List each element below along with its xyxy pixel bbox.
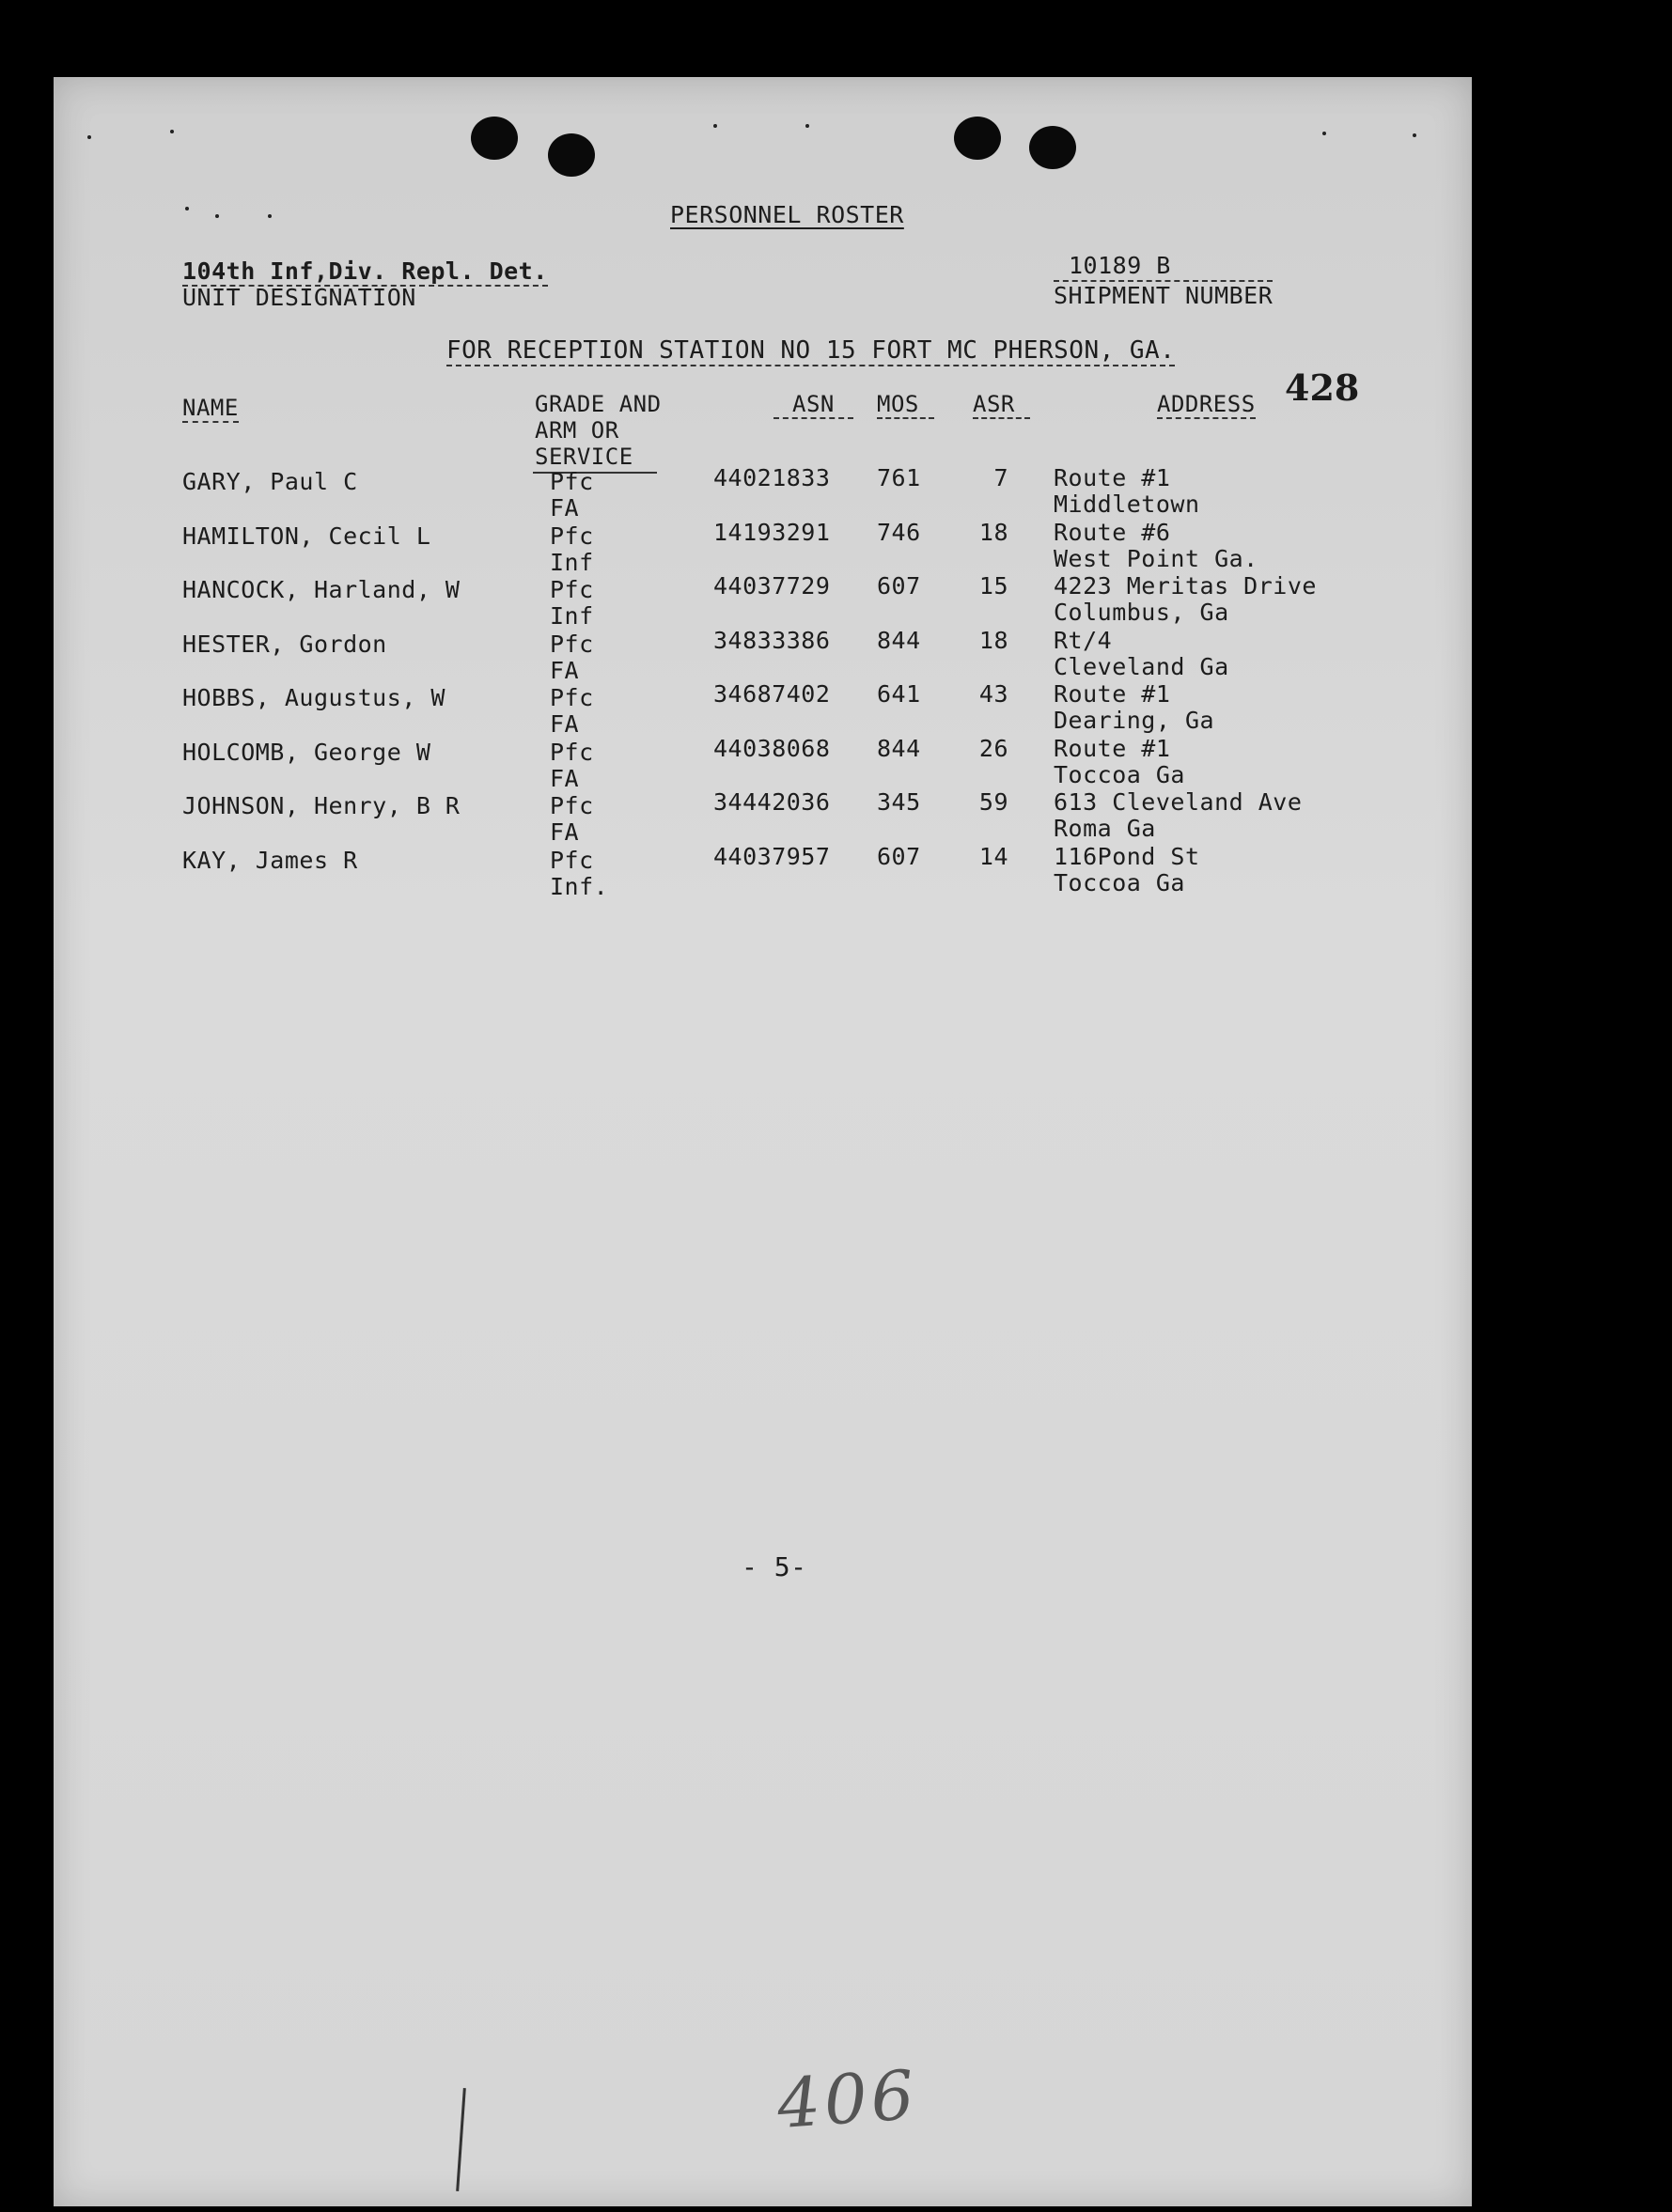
row-address-line2: Cleveland Ga xyxy=(1054,653,1229,680)
row-mos: 607 xyxy=(877,843,921,870)
row-grade: Pfc xyxy=(550,739,594,766)
row-asn: 34442036 xyxy=(713,788,831,816)
paper-speck xyxy=(1322,132,1326,135)
row-grade: Pfc xyxy=(550,576,594,603)
row-name: JOHNSON, Henry, B R xyxy=(182,792,461,819)
row-asn: 44037957 xyxy=(713,843,831,870)
paper-speck xyxy=(1413,133,1416,137)
row-grade: Pfc xyxy=(550,792,594,819)
row-address-line2: Middletown xyxy=(1054,491,1200,518)
row-arm: FA xyxy=(550,818,580,846)
paper-speck xyxy=(215,214,219,218)
row-address-line1: Route #1 xyxy=(1054,680,1171,708)
row-mos: 844 xyxy=(877,735,921,762)
pencil-mark xyxy=(456,2088,466,2191)
row-mos: 761 xyxy=(877,464,921,491)
row-arm: FA xyxy=(550,765,580,792)
row-name: HANCOCK, Harland, W xyxy=(182,576,461,603)
shipment-number-label: SHIPMENT NUMBER xyxy=(1054,282,1274,309)
row-mos: 844 xyxy=(877,627,921,654)
header-mos: MOS xyxy=(877,393,934,419)
row-arm: FA xyxy=(550,657,580,684)
row-name: HOLCOMB, George W xyxy=(182,739,431,766)
row-grade: Pfc xyxy=(550,847,594,874)
row-mos: 607 xyxy=(877,572,921,600)
row-arm: Inf. xyxy=(550,873,609,900)
row-asr: 18 xyxy=(978,627,1008,654)
row-asr: 18 xyxy=(978,519,1008,546)
row-address-line2: Dearing, Ga xyxy=(1054,707,1215,734)
row-asr: 14 xyxy=(978,843,1008,870)
row-asn: 34687402 xyxy=(713,680,831,708)
punch-hole xyxy=(548,133,595,177)
paper-speck xyxy=(268,214,272,218)
header-name: NAME xyxy=(182,395,239,421)
row-address-line2: Toccoa Ga xyxy=(1054,761,1185,788)
unit-designation-label: UNIT DESIGNATION xyxy=(182,284,416,311)
row-name: HESTER, Gordon xyxy=(182,631,387,658)
row-address-line1: 4223 Meritas Drive xyxy=(1054,572,1317,600)
paper-speck xyxy=(170,130,174,133)
row-arm: FA xyxy=(550,710,580,738)
row-asn: 34833386 xyxy=(713,627,831,654)
row-address-line2: Roma Ga xyxy=(1054,815,1156,842)
roster-page xyxy=(54,77,1472,2206)
shipment-number-value: 10189 B xyxy=(1069,252,1171,279)
row-asn: 44038068 xyxy=(713,735,831,762)
row-mos: 345 xyxy=(877,788,921,816)
destination-line: FOR RECEPTION STATION NO 15 FORT MC PHERSON, GA. xyxy=(446,336,1176,365)
row-mos: 746 xyxy=(877,519,921,546)
row-address-line1: Rt/4 xyxy=(1054,627,1113,654)
paper-speck xyxy=(185,207,189,210)
page-stamp: 428 xyxy=(1285,366,1360,409)
page-number: - 5- xyxy=(742,1551,807,1582)
punch-hole xyxy=(954,117,1001,160)
row-grade: Pfc xyxy=(550,468,594,495)
document-title: PERSONNEL ROSTER xyxy=(670,201,904,228)
row-arm: Inf xyxy=(550,602,594,630)
row-asn: 44021833 xyxy=(713,464,831,491)
header-grade-line3: SERVICE xyxy=(535,444,633,470)
header-asr: ASR xyxy=(973,393,1030,419)
paper-speck xyxy=(805,124,809,128)
row-grade: Pfc xyxy=(550,631,594,658)
header-grade-line2: ARM OR xyxy=(535,417,619,444)
header-asn: ASN xyxy=(773,393,853,419)
row-asr: 15 xyxy=(978,572,1008,600)
paper-speck xyxy=(713,124,717,128)
row-address-line1: 613 Cleveland Ave xyxy=(1054,788,1303,816)
header-address: ADDRESS xyxy=(1157,391,1256,417)
row-name: HAMILTON, Cecil L xyxy=(182,522,431,550)
handwritten-number: 406 xyxy=(774,2054,921,2144)
row-address-line2: Columbus, Ga xyxy=(1054,599,1229,626)
row-asn: 44037729 xyxy=(713,572,831,600)
row-name: GARY, Paul C xyxy=(182,468,358,495)
row-address-line2: West Point Ga. xyxy=(1054,545,1258,572)
punch-hole xyxy=(471,117,518,160)
header-grade-line1: GRADE AND xyxy=(535,391,662,417)
row-name: KAY, James R xyxy=(182,847,358,874)
row-address-line1: 116Pond St xyxy=(1054,843,1200,870)
row-mos: 641 xyxy=(877,680,921,708)
row-asr: 7 xyxy=(993,464,1008,491)
row-address-line1: Route #1 xyxy=(1054,735,1171,762)
row-asr: 59 xyxy=(978,788,1008,816)
row-grade: Pfc xyxy=(550,684,594,711)
row-address-line1: Route #6 xyxy=(1054,519,1171,546)
row-grade: Pfc xyxy=(550,522,594,550)
unit-designation-value: 104th Inf,Div. Repl. Det. xyxy=(182,257,548,285)
row-asr: 43 xyxy=(978,680,1008,708)
row-arm: Inf xyxy=(550,549,594,576)
row-name: HOBBS, Augustus, W xyxy=(182,684,445,711)
row-asn: 14193291 xyxy=(713,519,831,546)
punch-hole xyxy=(1029,126,1076,169)
row-address-line1: Route #1 xyxy=(1054,464,1171,491)
row-address-line2: Toccoa Ga xyxy=(1054,869,1185,896)
row-arm: FA xyxy=(550,494,580,522)
row-asr: 26 xyxy=(978,735,1008,762)
paper-speck xyxy=(87,135,91,139)
